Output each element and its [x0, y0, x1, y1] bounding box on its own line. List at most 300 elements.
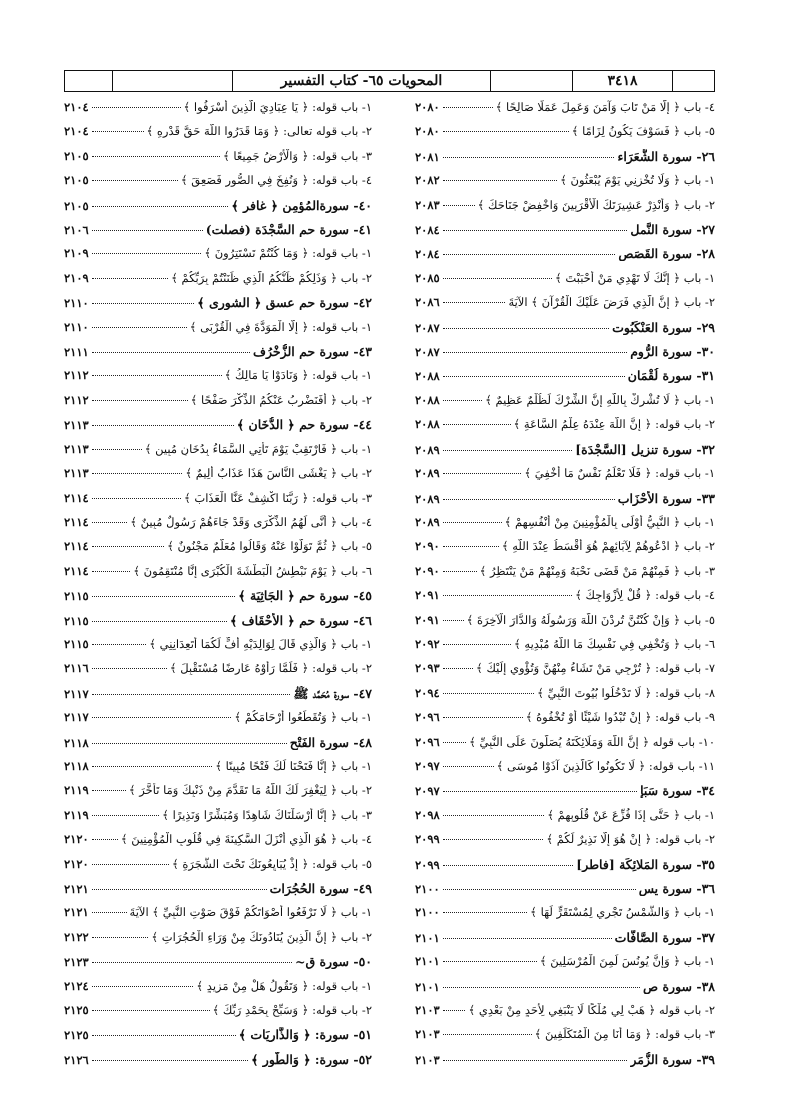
toc-entry-title: ١- باب قوله: ﴿ يَا عِبَادِيَ الَّذِينَ أَسْرَفُوا ﴾	[183, 100, 372, 114]
toc-page-number: ٢٠٩٩	[415, 857, 440, 872]
toc-surah-heading	[64, 735, 372, 753]
toc-page-number: ٢١٠٩	[64, 270, 89, 285]
toc-entry-title: ٣- باب ﴿ فَمِنْهُمْ مَنْ قَضَى نَحْبَهُ وَمِنْهُمْ مَنْ يَنْتَظِرُ ﴾	[479, 563, 715, 578]
dot-leader	[443, 937, 612, 939]
toc-entry-title: ٦- باب ﴿ وَتُخْفِي فِي نَفْسِكَ مَا اللَّهُ مُبْدِيهِ ﴾	[514, 636, 715, 651]
toc-entry-title: ٣٢- سورة تنزيل [السَّجْدَة]	[575, 441, 715, 457]
toc-entry	[64, 100, 372, 118]
dot-leader	[443, 814, 545, 816]
toc-entry	[415, 808, 715, 826]
toc-entry	[64, 564, 372, 582]
toc-page-number: ٢٠٨٠	[415, 124, 440, 139]
toc-surah-heading	[64, 1052, 372, 1070]
toc-entry	[64, 515, 372, 533]
header-cell-empty	[113, 71, 233, 91]
dot-leader	[92, 838, 118, 840]
toc-entry	[415, 832, 715, 850]
dot-leader	[92, 252, 202, 254]
dot-leader	[92, 472, 183, 474]
toc-entry	[64, 710, 372, 728]
dot-leader	[92, 521, 127, 523]
toc-entry	[64, 857, 372, 875]
toc-entry-title: ٢٦- سورة الشُّعَرَاء	[617, 148, 715, 164]
dot-leader	[92, 595, 236, 597]
toc-surah-heading	[415, 491, 715, 509]
toc-page-number: ٢١٠٤	[64, 124, 89, 139]
dot-leader	[92, 374, 222, 376]
toc-page-number: ٢٠٨١	[415, 149, 440, 164]
toc-entry-title: ٥٢- سورة: ﴿ وَالطُّور ﴾	[251, 1051, 372, 1067]
toc-entry-title: ٤٠- سورةالمُؤمِن ﴿ غافر ﴾	[231, 197, 372, 213]
dot-leader	[443, 838, 544, 840]
toc-entry	[415, 954, 715, 972]
dot-leader	[443, 1033, 532, 1035]
toc-entry-title: ٣- باب قوله: ﴿ وَالْأَرْضُ جَمِيعًا ﴾	[222, 148, 372, 163]
toc-page-number: ٢١٠٥	[64, 198, 89, 213]
toc-page-number: ٢١١٩	[64, 783, 89, 798]
toc-surah-heading	[64, 686, 372, 704]
toc-page-number: ٢٠٨٨	[415, 369, 440, 384]
dot-leader	[443, 423, 511, 425]
toc-entry-title: ١- باب قوله: ﴿ وَتَقُولُ هَلْ مِنْ مَزِيدٍ ﴾	[196, 978, 372, 993]
page-header	[64, 70, 715, 92]
toc-page-number: ٢١٠٣	[415, 1003, 440, 1018]
toc-entry-title: ٤- باب ﴿ أَنَّى لَهُمُ الذِّكْرَى وَقَدْ جَاءَهُمْ رَسُولٌ مُبِينٌ ﴾	[130, 514, 372, 529]
toc-entry-title: ٣١- سورة لُقْمَان	[627, 368, 715, 384]
toc-entry	[415, 124, 715, 142]
toc-entry	[415, 271, 715, 289]
toc-entry	[415, 637, 715, 655]
toc-page-number: ٢١١٢	[64, 368, 89, 383]
toc-entry-title: ١- باب ﴿ إِنَّكَ لَا تَهْدِي مَنْ أَحْبَبْتَ ﴾	[555, 270, 715, 285]
toc-entry-title: ٤٨- سورة الفَتْح	[289, 734, 372, 750]
toc-entry-title: ٣٠- سورة الرُّوم	[630, 344, 715, 360]
toc-entry-title: ١- باب ﴿ لَا تَرْفَعُوا أَصْوَاتَكُمْ فَوْقَ صَوْتِ النَّبِيِّ ﴾ الآيَةَ	[129, 905, 372, 920]
dot-leader	[443, 399, 482, 401]
dot-leader	[92, 326, 187, 328]
toc-entry-title: ٤٣- سورة حم الزُّخْرُف	[252, 344, 372, 360]
toc-entry	[415, 393, 715, 411]
toc-entry-title: ٣٥- سورة المَلائِكَة [فاطر]	[576, 856, 715, 872]
toc-page-number: ٢١٢٣	[64, 955, 89, 970]
toc-surah-heading	[64, 417, 372, 435]
toc-page-number: ٢١٠٩	[64, 246, 89, 261]
toc-page-number: ٢١١٤	[64, 490, 89, 505]
toc-entry-title: ٤- باب قوله: ﴿ وَنُفِخَ فِي الصُّورِ فَصَعِقَ ﴾	[180, 173, 372, 188]
dot-leader	[443, 106, 493, 108]
toc-entry	[415, 539, 715, 557]
dot-leader	[443, 1059, 628, 1061]
toc-page-number: ٢٠٨٥	[415, 270, 440, 285]
dot-leader	[92, 155, 220, 157]
dot-leader	[92, 277, 168, 279]
toc-page-number: ٢٠٩٧	[415, 784, 440, 799]
toc-entry	[415, 686, 715, 704]
toc-surah-heading	[64, 954, 372, 972]
toc-page-number: ٢١٠١	[415, 979, 440, 994]
toc-entry-title: ٤٩- سورة الحُجُرَات	[269, 881, 372, 896]
toc-entry-title: ١- باب قوله: ﴿ وَمَا كُنْتُمْ تَسْتَتِرُونَ ﴾	[204, 246, 372, 261]
toc-entry-title: ٤- باب ﴿ إِلَّا مَنْ تَابَ وَآمَنَ وَعَمِلَ عَمَلًا صَالِحًا ﴾	[495, 100, 715, 114]
toc-entry-title: ٩- باب قوله: ﴿ إِنْ تُبْدُوا شَيْئًا أَوْ تُخْفُوهُ ﴾	[525, 710, 715, 725]
dot-leader	[92, 667, 167, 669]
toc-entry-title: ٣٦- سورة يس	[638, 881, 715, 896]
toc-entry-title: ٢- باب قوله: ﴿ وَسَبِّحْ بِحَمْدِ رَبِّكَ ﴾	[212, 1003, 372, 1018]
toc-entry-title: ٣٣- سورة الأَحْزَاب	[617, 490, 715, 506]
toc-page-number: ٢٠٩٠	[415, 563, 440, 578]
toc-page-number: ٢١١١	[64, 345, 89, 360]
toc-page-number: ٢٠٩٣	[415, 661, 440, 676]
dot-leader	[443, 716, 523, 718]
toc-entry-title: ٣- باب ﴿ إِنَّا أَرْسَلْنَاكَ شَاهِدًا وَمُبَشِّرًا وَنَذِيرًا ﴾	[162, 807, 372, 822]
toc-entry	[64, 979, 372, 997]
dot-leader	[443, 864, 574, 866]
dot-leader	[443, 351, 627, 353]
dot-leader	[443, 667, 473, 669]
toc-entry-title: ١- باب ﴿ لَا تُشْرِكْ بِاللَّهِ إِنَّ الشِّرْكَ لَظُلْمٌ عَظِيمٌ ﴾	[485, 392, 715, 407]
toc-entry-title: ٤٦- سورة حم ﴿ الأَحْقَاف ﴾	[229, 612, 372, 628]
toc-page-number: ٢١١٠	[64, 296, 89, 311]
dot-leader	[443, 229, 628, 231]
toc-page-number: ٢١١٨	[64, 758, 89, 773]
header-title: المحويات ٦٥- كتاب التفسير	[233, 71, 491, 91]
dot-leader	[92, 643, 147, 645]
toc-entry	[64, 539, 372, 557]
toc-page-number: ٢١٠٥	[64, 148, 89, 163]
toc-entry-title: ٥٠- سورة ق~	[294, 954, 372, 970]
dot-leader	[443, 375, 625, 377]
toc-entry-title: ٢٨- سورة القَصَص	[618, 246, 715, 262]
toc-page-number: ٢١١٨	[64, 735, 89, 750]
toc-surah-heading	[64, 295, 372, 313]
toc-entry	[415, 1003, 715, 1021]
toc-entry-title: ٤٧- سورة مُحَمَّد ﷺ	[293, 685, 372, 701]
toc-entry	[415, 515, 715, 533]
toc-surah-heading	[415, 1052, 715, 1070]
toc-entry-title: ٤- باب ﴿ هُوَ الَّذِي أَنْزَلَ السَّكِينَةَ فِي قُلُوبِ الْمُؤْمِنِينَ ﴾	[120, 832, 372, 847]
toc-page-number: ٢٠٨٨	[415, 392, 440, 407]
toc-page-number: ٢١١٣	[64, 441, 89, 456]
toc-surah-heading	[64, 588, 372, 606]
toc-surah-heading	[64, 198, 372, 216]
toc-column-right	[415, 100, 715, 1070]
dot-leader	[92, 765, 213, 767]
toc-entry-title: ٥- باب ﴿ ثُمَّ تَوَلَّوْا عَنْهُ وَقَالُوا مُعَلَّمٌ مَجْنُونٌ ﴾	[167, 539, 372, 554]
toc-page-number: ٢٠٨٩	[415, 514, 440, 529]
header-cell-empty	[491, 71, 573, 91]
toc-entry-title: ٢- باب ﴿ وَأَنْذِرْ عَشِيرَتَكَ الْأَقْرَبِينَ وَاخْفِضْ جَنَاحَكَ ﴾	[477, 197, 715, 212]
toc-entry-title: ٣- باب قوله: ﴿ وَمَا أَنَا مِنَ الْمُتَكَلِّفِينَ ﴾	[534, 1027, 715, 1042]
toc-page-number: ٢٠٨٤	[415, 223, 440, 238]
toc-page-number: ٢١٠٣	[415, 1027, 440, 1042]
dot-leader	[92, 229, 203, 231]
toc-page-number: ٢٠٨٠	[415, 100, 440, 114]
toc-entry	[415, 613, 715, 631]
toc-entry-title: ٢- باب قوله ﴿ هَبْ لِي مُلْكًا لَا يَنْبَغِي لِأَحَدٍ مِنْ بَعْدِي ﴾	[468, 1003, 715, 1018]
toc-entry	[415, 100, 715, 118]
toc-page-number: ٢١٢٥	[64, 1003, 89, 1018]
dot-leader	[443, 765, 494, 767]
dot-leader	[92, 351, 250, 353]
toc-entry-title: ٢- باب ﴿ يَغْشَى النَّاسَ هَذَا عَذَابٌ أَلِيمٌ ﴾	[185, 466, 372, 481]
dot-leader	[443, 643, 511, 645]
toc-entry-title: ٥- باب قوله: ﴿ إِذْ يُبَايِعُونَكَ تَحْتَ الشَّجَرَةِ ﴾	[171, 856, 372, 871]
dot-leader	[443, 498, 615, 500]
toc-entry-title: ١٠- باب قوله ﴿ إِنَّ اللَّهَ وَمَلَائِكَتَهُ يُصَلُّونَ عَلَى النَّبِيِّ ﴾	[469, 734, 715, 749]
toc-entry-title: ٢- باب قوله: ﴿ فَلَمَّا رَأَوْهُ عَارِضًا مُسْتَقْبِلَ ﴾	[169, 661, 372, 676]
toc-entry-title: ١- باب ﴿ وَتُقَطِّعُوا أَرْحَامَكُمْ ﴾	[234, 710, 372, 725]
dot-leader	[443, 472, 522, 474]
toc-entry-title: ٦- باب ﴿ يَوْمَ نَبْطِشُ الْبَطْشَةَ الْكُبْرَى إِنَّا مُنْتَقِمُونَ ﴾	[133, 563, 372, 578]
toc-entry-title: ٢- باب ﴿ أَفَنَضْرِبُ عَنْكُمُ الذِّكْرَ صَفْحًا ﴾	[190, 392, 372, 407]
dot-leader	[92, 716, 232, 718]
toc-entry	[415, 661, 715, 679]
toc-page-number: ٢٠٨٦	[415, 295, 440, 310]
dot-leader	[92, 497, 181, 499]
toc-entry-title: ٤- باب قوله: ﴿ قُلْ لِأَزْوَاجِكَ ﴾	[575, 588, 715, 603]
toc-page-number: ٢١٠١	[415, 930, 440, 945]
toc-entry-title: ٢- باب ﴿ ادْعُوهُمْ لِآبَائِهِمْ هُوَ أَقْسَطُ عِنْدَ اللَّهِ ﴾	[501, 539, 715, 554]
dot-leader	[443, 130, 569, 132]
toc-page-number: ٢١١٥	[64, 613, 89, 628]
toc-entry	[415, 905, 715, 923]
toc-page-number: ٢١٢٤	[64, 978, 89, 993]
toc-surah-heading	[415, 857, 715, 875]
toc-page-number: ٢٠٨٩	[415, 442, 440, 457]
toc-surah-heading	[415, 881, 715, 899]
toc-entry	[64, 466, 372, 484]
toc-page-number: ٢١٠٠	[415, 905, 440, 920]
toc-entry-title: ٢- باب ﴿ وَذَلِكُمْ ظَنُّكُمُ الَّذِي ظَنَنْتُمْ بِرَبِّكُمْ ﴾	[171, 270, 372, 285]
toc-page-number: ٢٠٩٦	[415, 734, 440, 749]
dot-leader	[443, 790, 637, 792]
dot-leader	[443, 888, 636, 890]
dot-leader	[443, 301, 506, 303]
toc-page-number: ٢٠٩٧	[415, 758, 440, 773]
toc-page-number: ٢٠٨٧	[415, 320, 440, 335]
toc-surah-heading	[64, 222, 372, 240]
toc-entry-title: ٥- باب ﴿ وَإِنْ كُنْتُنَّ تُرِدْنَ اللَّهَ وَرَسُولَهُ وَالدَّارَ الْآخِرَةَ ﴾	[466, 612, 715, 627]
dot-leader	[443, 277, 552, 279]
toc-page-number: ٢٠٨٢	[415, 173, 440, 188]
toc-entry-title: ٣٩- سورة الزُّمَر	[630, 1051, 715, 1067]
toc-page-number: ٢١٠٥	[64, 173, 89, 188]
toc-entry-title: ٢٩- سورة العَنْكَبُوت	[612, 319, 715, 335]
toc-page-number: ٢٠٩٩	[415, 832, 440, 847]
toc-page-number: ٢٠٨٤	[415, 247, 440, 262]
dot-leader	[92, 570, 131, 572]
toc-entry	[64, 637, 372, 655]
toc-surah-heading	[415, 222, 715, 240]
dot-leader	[443, 521, 502, 523]
toc-entry-title: ٢- باب ﴿ إِنَّ الَّذِينَ يُنَادُونَكَ مِنْ وَرَاءِ الْحُجُرَاتِ ﴾	[151, 929, 372, 944]
toc-page-number: ٢٠٩٦	[415, 710, 440, 725]
toc-surah-heading	[64, 613, 372, 631]
toc-page-number: ٢١١٤	[64, 563, 89, 578]
toc-entry-title: ٢- باب قوله: ﴿ إِنَّ اللَّهَ عِنْدَهُ عِلْمُ السَّاعَةِ ﴾	[513, 417, 715, 432]
toc-entry	[415, 759, 715, 777]
toc-entry	[415, 588, 715, 606]
toc-page-number: ٢٠٨٩	[415, 491, 440, 506]
toc-page-number: ٢١١٤	[64, 514, 89, 529]
toc-page-number: ٢٠٩٨	[415, 807, 440, 822]
toc-page-number: ٢١١٤	[64, 539, 89, 554]
dot-leader	[92, 545, 164, 547]
dot-leader	[443, 692, 534, 694]
dot-leader	[443, 327, 609, 329]
toc-entry-title: ١- باب قوله: ﴿ فَلَا تَعْلَمُ نَفْسٌ مَا أُخْفِيَ ﴾	[524, 466, 715, 481]
toc-entry-title: ٤٤- سورة حم ﴿ الدُّخَان ﴾	[236, 417, 372, 433]
toc-entry-title: ٣- باب قوله: ﴿ رَبَّنَا اكْشِفْ عَنَّا الْعَذَابَ ﴾	[183, 490, 372, 505]
toc-entry-title: ١١- باب قوله: ﴿ لَا تَكُونُوا كَالَّذِينَ آذَوْا مُوسَى ﴾	[496, 758, 715, 773]
dot-leader	[443, 204, 475, 206]
dot-leader	[92, 620, 227, 622]
toc-surah-heading	[64, 1027, 372, 1045]
toc-entry-title: ١- باب ﴿ إِنَّا فَتَحْنَا لَكَ فَتْحًا مُبِينًا ﴾	[215, 758, 372, 773]
toc-page-number: ٢١١٣	[64, 466, 89, 481]
toc-surah-heading	[415, 368, 715, 386]
toc-entry	[64, 783, 372, 801]
page-number: ٣٤١٨	[573, 71, 673, 91]
dot-leader	[443, 1009, 466, 1011]
toc-surah-heading	[64, 881, 372, 899]
toc-page-number: ٢١٢٠	[64, 832, 89, 847]
dot-leader	[92, 863, 169, 865]
toc-entry	[415, 173, 715, 191]
toc-entry-title: ١- باب ﴿ حَتَّى إِذَا فُزِّعَ عَنْ قُلُوبِهِمْ ﴾	[547, 807, 715, 822]
toc-page-number: ٢١١٠	[64, 319, 89, 334]
toc-entry	[64, 124, 372, 142]
toc-page-number: ٢١١٥	[64, 589, 89, 604]
toc-entry	[415, 466, 715, 484]
toc-surah-heading	[415, 246, 715, 264]
dot-leader	[92, 1009, 210, 1011]
toc-page-number: ٢١٢٦	[64, 1052, 89, 1067]
toc-entry-title: ٢- باب قوله تعالى: ﴿ وَمَا قَدَرُوا اللَّهَ حَقَّ قَدْرِهِ ﴾	[146, 124, 372, 139]
toc-surah-heading	[415, 344, 715, 362]
toc-entry-title: ٢- باب قوله: ﴿ إِنْ هُوَ إِلَّا نَذِيرٌ لَكُمْ ﴾	[546, 832, 715, 847]
toc-page-number: ٢١٢١	[64, 905, 89, 920]
toc-page-number: ٢١٢٠	[64, 856, 89, 871]
toc-page-number: ٢١٠٣	[415, 1052, 440, 1067]
toc-entry	[64, 246, 372, 264]
toc-entry-title: ٢- باب ﴿ إِنَّ الَّذِي فَرَضَ عَلَيْكَ الْقُرْآنَ ﴾ الآيَةَ	[508, 295, 715, 310]
toc-entry-title: ٨- باب قوله: ﴿ لَا تَدْخُلُوا بُيُوتَ النَّبِيِّ ﴾	[537, 685, 715, 700]
dot-leader	[443, 449, 573, 451]
toc-entry	[64, 442, 372, 460]
toc-entry	[64, 1003, 372, 1021]
dot-leader	[443, 179, 557, 181]
toc-entry	[64, 149, 372, 167]
dot-leader	[92, 888, 267, 890]
toc-page-number: ٢٠٩٠	[415, 539, 440, 554]
toc-entry	[415, 295, 715, 313]
dot-leader	[443, 911, 527, 913]
toc-entry-title: ٥- باب ﴿ فَسَوْفَ يَكُونُ لِزَامًا ﴾	[571, 124, 715, 139]
dot-leader	[92, 1034, 236, 1036]
toc-entry	[64, 491, 372, 509]
toc-column-left	[64, 100, 372, 1070]
dot-leader	[443, 594, 572, 596]
dot-leader	[92, 302, 195, 304]
dot-leader	[92, 742, 287, 744]
toc-page-number: ٢٠٩١	[415, 612, 440, 627]
toc-page-number: ٢٠٨٩	[415, 466, 440, 481]
toc-surah-heading	[415, 149, 715, 167]
dot-leader	[443, 619, 464, 621]
dot-leader	[92, 985, 194, 987]
toc-entry-title: ٣٤- سورة سَبَإٍ	[640, 783, 715, 799]
toc-entry	[415, 564, 715, 582]
dot-leader	[92, 693, 291, 695]
dot-leader	[92, 399, 188, 401]
toc-entry	[64, 368, 372, 386]
toc-entry	[64, 320, 372, 338]
dot-leader	[443, 570, 477, 572]
toc-entry	[415, 735, 715, 753]
toc-entry-title: ٢٧- سورة النَّمل	[630, 222, 715, 238]
toc-page-number: ٢١١٣	[64, 418, 89, 433]
toc-entry	[415, 710, 715, 728]
toc-entry	[64, 393, 372, 411]
dot-leader	[443, 986, 640, 988]
toc-entry-title: ٥١- سورة: ﴿ وَالذَّارِيَات ﴾	[238, 1027, 372, 1043]
dot-leader	[92, 911, 127, 913]
dot-leader	[92, 179, 178, 181]
dot-leader	[92, 448, 142, 450]
toc-surah-heading	[415, 979, 715, 997]
toc-entry-title: ١- باب قوله: ﴿ وَنَادَوْا يَا مَالِكُ ﴾	[224, 368, 372, 383]
dot-leader	[92, 130, 144, 132]
toc-entry	[64, 905, 372, 923]
toc-surah-heading	[415, 442, 715, 460]
toc-page-number: ٢١٠٤	[64, 100, 89, 114]
dot-leader	[92, 814, 159, 816]
toc-page-number: ٢١٢١	[64, 882, 89, 896]
toc-entry-title: ١- باب ﴿ وَالَّذِي قَالَ لِوَالِدَيْهِ أُفٍّ لَكُمَا أَتَعِدَانِنِي ﴾	[149, 636, 372, 651]
toc-page-number: ٢١٠٠	[415, 882, 440, 896]
toc-entry-title: ١- باب ﴿ فَارْتَقِبْ يَوْمَ تَأْتِي السَّمَاءُ بِدُخَانٍ مُبِينٍ ﴾	[144, 441, 372, 456]
toc-entry-title: ٣٨- سورة ص	[643, 978, 715, 994]
toc-entry-title: ١- باب ﴿ وَالشَّمْسُ تَجْرِي لِمُسْتَقَرٍّ لَهَا ﴾	[530, 905, 715, 920]
toc-entry-title: ١- باب قوله: ﴿ إِلَّا الْمَوَدَّةَ فِي الْقُرْبَى ﴾	[189, 319, 372, 334]
toc-page-number: ٢٠٨٨	[415, 417, 440, 432]
toc-entry	[415, 417, 715, 435]
toc-entry	[64, 271, 372, 289]
toc-page-number: ٢١٢٥	[64, 1028, 89, 1043]
dot-leader	[443, 156, 615, 158]
toc-page-number: ٢١٠١	[415, 954, 440, 969]
toc-page-number: ٢١١٩	[64, 807, 89, 822]
header-cell-empty	[65, 71, 113, 91]
toc-entry-title: ٤١- سورة حم السَّجْدَة (فصلت)	[205, 222, 372, 238]
dot-leader	[92, 936, 149, 938]
toc-entry-title: ٧- باب قوله: ﴿ تُرْجِي مَنْ تَشَاءُ مِنْهُنَّ وَتُؤْوِي إِلَيْكَ ﴾	[476, 661, 715, 676]
toc-entry-title: ١- باب ﴿ وَلَا تُخْزِنِي يَوْمَ يُبْعَثُونَ ﴾	[560, 173, 715, 188]
toc-surah-heading	[415, 783, 715, 801]
toc-entry-title: ٤٥- سورة حم ﴿ الجَاثِيَة ﴾	[238, 588, 372, 604]
dot-leader	[92, 1059, 248, 1061]
toc-surah-heading	[415, 320, 715, 338]
toc-entry	[64, 173, 372, 191]
dot-leader	[443, 545, 499, 547]
toc-page-number: ٢٠٩٢	[415, 636, 440, 651]
toc-page-number: ٢١٠٦	[64, 223, 89, 238]
toc-entry-title: ٤٢- سورة حم عسق ﴿ الشورى ﴾	[197, 295, 372, 311]
dot-leader	[92, 205, 229, 207]
toc-entry	[415, 1027, 715, 1045]
dot-leader	[443, 253, 616, 255]
